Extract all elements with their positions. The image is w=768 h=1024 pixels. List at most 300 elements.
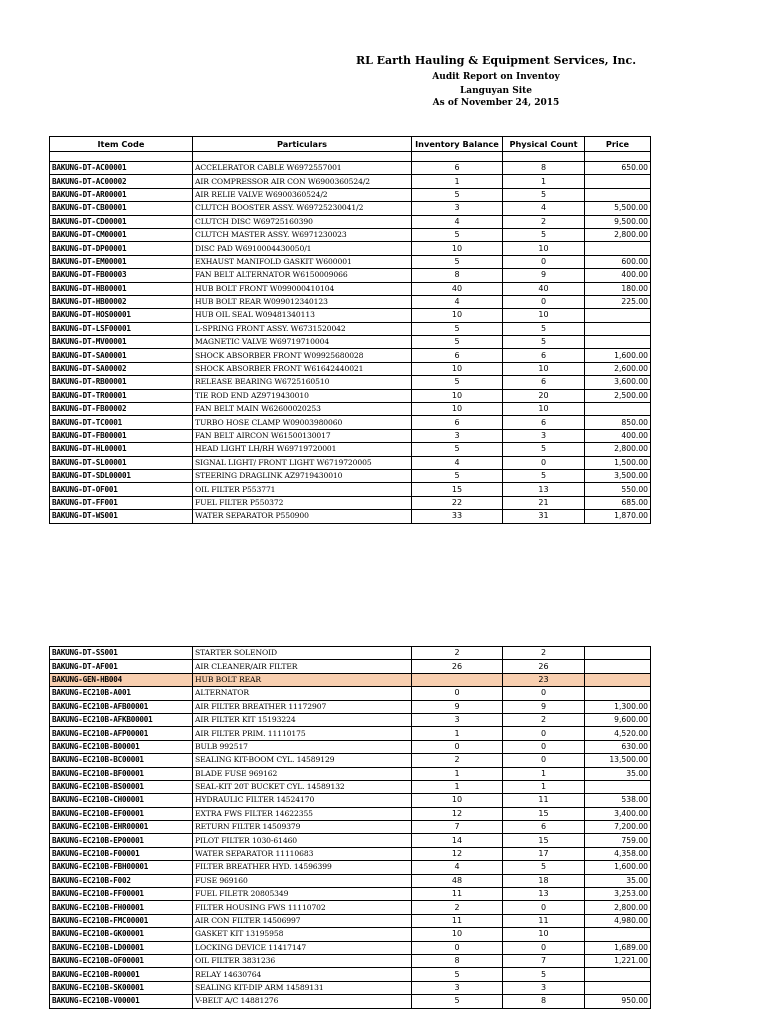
inventory-balance-cell: 9 bbox=[412, 700, 503, 713]
item-code-cell: BAKUNG-DT-FB00002 bbox=[50, 403, 193, 416]
particulars-cell: MAGNETIC VALVE W69719710004 bbox=[193, 336, 412, 349]
table-row bbox=[50, 861, 651, 874]
col-item-code: Item Code bbox=[50, 137, 193, 152]
table-row bbox=[50, 175, 651, 188]
item-code-cell: BAKUNG-EC210B-R00001 bbox=[50, 968, 193, 981]
price-cell: 3,253.00 bbox=[585, 888, 651, 901]
particulars-cell: FUEL FILETR 20805349 bbox=[193, 888, 412, 901]
inventory-balance-cell: 48 bbox=[412, 874, 503, 887]
inventory-balance-cell: 2 bbox=[412, 754, 503, 767]
physical-count-cell: 17 bbox=[503, 847, 585, 860]
inventory-balance-cell: 4 bbox=[412, 295, 503, 308]
table-row bbox=[50, 483, 651, 496]
physical-count-cell: 23 bbox=[503, 673, 585, 686]
particulars-cell: FAN BELT AIRCON W61500130017 bbox=[193, 429, 412, 442]
particulars-cell: HUB BOLT REAR W099012340123 bbox=[193, 295, 412, 308]
inventory-table-1 bbox=[49, 136, 651, 524]
table-row bbox=[50, 821, 651, 834]
table-row bbox=[50, 242, 651, 255]
price-cell: 3,500.00 bbox=[585, 469, 651, 482]
item-code-cell: BAKUNG-DT-TC0001 bbox=[50, 416, 193, 429]
physical-count-cell: 5 bbox=[503, 443, 585, 456]
particulars-cell: L-SPRING FRONT ASSY. W6731520042 bbox=[193, 322, 412, 335]
particulars-cell: ACCELERATOR CABLE W6972557001 bbox=[193, 162, 412, 175]
inventory-balance-cell: 15 bbox=[412, 483, 503, 496]
physical-count-cell: 10 bbox=[503, 242, 585, 255]
inventory-balance-cell: 0 bbox=[412, 687, 503, 700]
inventory-table-2 bbox=[49, 646, 651, 1009]
physical-count-cell: 8 bbox=[503, 995, 585, 1008]
particulars-cell: TIE ROD END AZ9719430010 bbox=[193, 389, 412, 402]
table-row bbox=[50, 510, 651, 523]
particulars-cell: BULB 992517 bbox=[193, 740, 412, 753]
item-code-cell: BAKUNG-DT-EM00001 bbox=[50, 255, 193, 268]
inventory-balance-cell: 1 bbox=[412, 767, 503, 780]
item-code-cell: BAKUNG-EC210B-OF00001 bbox=[50, 954, 193, 967]
item-code-cell: BAKUNG-EC210B-BS00001 bbox=[50, 780, 193, 793]
physical-count-cell: 40 bbox=[503, 282, 585, 295]
physical-count-cell: 5 bbox=[503, 968, 585, 981]
inventory-balance-cell: 10 bbox=[412, 389, 503, 402]
price-cell: 538.00 bbox=[585, 794, 651, 807]
table-row bbox=[50, 740, 651, 753]
inventory-balance-cell: 8 bbox=[412, 954, 503, 967]
item-code-cell: BAKUNG-DT-SL00001 bbox=[50, 456, 193, 469]
price-cell: 35.00 bbox=[585, 874, 651, 887]
physical-count-cell: 6 bbox=[503, 821, 585, 834]
physical-count-cell: 5 bbox=[503, 861, 585, 874]
report-site: Languyan Site bbox=[459, 86, 533, 96]
price-cell: 400.00 bbox=[585, 269, 651, 282]
inventory-balance-cell: 33 bbox=[412, 510, 503, 523]
table-header-row bbox=[50, 137, 651, 152]
price-cell bbox=[585, 780, 651, 793]
inventory-balance-cell: 10 bbox=[412, 242, 503, 255]
price-cell: 685.00 bbox=[585, 496, 651, 509]
empty-cell bbox=[193, 152, 412, 162]
particulars-cell: STARTER SOLENOID bbox=[193, 647, 412, 660]
col-price: Price bbox=[585, 137, 651, 152]
particulars-cell: FAN BELT MAIN W62600020253 bbox=[193, 403, 412, 416]
price-cell: 5,500.00 bbox=[585, 202, 651, 215]
table-row bbox=[50, 416, 651, 429]
particulars-cell: WATER SEPARATOR 11110683 bbox=[193, 847, 412, 860]
inventory-balance-cell: 2 bbox=[412, 647, 503, 660]
physical-count-cell: 5 bbox=[503, 228, 585, 241]
inventory-balance-cell: 10 bbox=[412, 362, 503, 375]
inventory-balance-cell: 14 bbox=[412, 834, 503, 847]
price-cell: 2,600.00 bbox=[585, 362, 651, 375]
particulars-cell: CLUTCH MASTER ASSY. W6971230023 bbox=[193, 228, 412, 241]
physical-count-cell: 20 bbox=[503, 389, 585, 402]
table-row bbox=[50, 807, 651, 820]
price-cell bbox=[585, 322, 651, 335]
physical-count-cell: 8 bbox=[503, 162, 585, 175]
item-code-cell: BAKUNG-DT-HB00001 bbox=[50, 282, 193, 295]
table-row bbox=[50, 780, 651, 793]
inventory-balance-cell: 5 bbox=[412, 968, 503, 981]
price-cell: 1,300.00 bbox=[585, 700, 651, 713]
table-row bbox=[50, 202, 651, 215]
particulars-cell: HEAD LIGHT LH/RH W69719720001 bbox=[193, 443, 412, 456]
physical-count-cell: 0 bbox=[503, 295, 585, 308]
particulars-cell: AIR COMPRESSOR AIR CON W6900360524/2 bbox=[193, 175, 412, 188]
particulars-cell: PILOT FILTER 1030-61460 bbox=[193, 834, 412, 847]
item-code-cell: BAKUNG-EC210B-FH00001 bbox=[50, 901, 193, 914]
price-cell: 550.00 bbox=[585, 483, 651, 496]
physical-count-cell: 2 bbox=[503, 713, 585, 726]
physical-count-cell: 1 bbox=[503, 780, 585, 793]
particulars-cell: SEAL-KIT 20T BUCKET CYL. 14589132 bbox=[193, 780, 412, 793]
particulars-cell: AIR FILTER KIT 15193224 bbox=[193, 713, 412, 726]
price-cell: 630.00 bbox=[585, 740, 651, 753]
inventory-balance-cell: 10 bbox=[412, 403, 503, 416]
item-code-cell: BAKUNG-DT-MV00001 bbox=[50, 336, 193, 349]
price-cell bbox=[585, 660, 651, 673]
table-row bbox=[50, 389, 651, 402]
particulars-cell: RELEASE BEARING W6725160510 bbox=[193, 376, 412, 389]
empty-cell bbox=[585, 152, 651, 162]
price-cell: 4,520.00 bbox=[585, 727, 651, 740]
physical-count-cell: 0 bbox=[503, 901, 585, 914]
inventory-balance-cell: 1 bbox=[412, 727, 503, 740]
inventory-balance-cell: 12 bbox=[412, 847, 503, 860]
table-row bbox=[50, 295, 651, 308]
price-cell: 4,358.00 bbox=[585, 847, 651, 860]
physical-count-cell: 26 bbox=[503, 660, 585, 673]
table-row bbox=[50, 954, 651, 967]
table-row bbox=[50, 456, 651, 469]
price-cell: 2,800.00 bbox=[585, 443, 651, 456]
blank-row bbox=[50, 152, 651, 162]
table-row bbox=[50, 496, 651, 509]
table-row bbox=[50, 995, 651, 1008]
empty-cell bbox=[412, 152, 503, 162]
item-code-cell: BAKUNG-DT-SA00002 bbox=[50, 362, 193, 375]
item-code-cell: BAKUNG-DT-RB00001 bbox=[50, 376, 193, 389]
inventory-balance-cell: 10 bbox=[412, 794, 503, 807]
inventory-balance-cell: 1 bbox=[412, 780, 503, 793]
item-code-cell: BAKUNG-EC210B-EHR00001 bbox=[50, 821, 193, 834]
table-row bbox=[50, 349, 651, 362]
item-code-cell: BAKUNG-EC210B-SK00001 bbox=[50, 981, 193, 994]
particulars-cell: EXTRA FWS FILTER 14622355 bbox=[193, 807, 412, 820]
price-cell bbox=[585, 336, 651, 349]
physical-count-cell: 0 bbox=[503, 754, 585, 767]
inventory-balance-cell: 5 bbox=[412, 336, 503, 349]
price-cell bbox=[585, 647, 651, 660]
inventory-balance-cell: 4 bbox=[412, 861, 503, 874]
item-code-cell: BAKUNG-DT-CM00001 bbox=[50, 228, 193, 241]
table-row bbox=[50, 687, 651, 700]
price-cell: 1,600.00 bbox=[585, 861, 651, 874]
item-code-cell: BAKUNG-DT-DP00001 bbox=[50, 242, 193, 255]
inventory-balance-cell: 1 bbox=[412, 175, 503, 188]
physical-count-cell: 4 bbox=[503, 202, 585, 215]
item-code-cell: BAKUNG-DT-SS001 bbox=[50, 647, 193, 660]
particulars-cell: ALTERNATOR bbox=[193, 687, 412, 700]
table-row bbox=[50, 282, 651, 295]
physical-count-cell: 6 bbox=[503, 349, 585, 362]
inventory-balance-cell: 2 bbox=[412, 901, 503, 914]
physical-count-cell: 0 bbox=[503, 727, 585, 740]
table-row bbox=[50, 215, 651, 228]
table-row bbox=[50, 727, 651, 740]
item-code-cell: BAKUNG-DT-LSF00001 bbox=[50, 322, 193, 335]
physical-count-cell: 15 bbox=[503, 807, 585, 820]
price-cell: 2,800.00 bbox=[585, 901, 651, 914]
physical-count-cell: 21 bbox=[503, 496, 585, 509]
table-row bbox=[50, 941, 651, 954]
physical-count-cell: 2 bbox=[503, 647, 585, 660]
item-code-cell: BAKUNG-EC210B-BF00001 bbox=[50, 767, 193, 780]
particulars-cell: HUB BOLT FRONT W099000410104 bbox=[193, 282, 412, 295]
physical-count-cell: 6 bbox=[503, 376, 585, 389]
particulars-cell: SEALING KIT-BOOM CYL. 14589129 bbox=[193, 754, 412, 767]
table-row bbox=[50, 309, 651, 322]
table-row bbox=[50, 847, 651, 860]
price-cell bbox=[585, 309, 651, 322]
item-code-cell: BAKUNG-DT-HOS00001 bbox=[50, 309, 193, 322]
particulars-cell: FILTER BREATHER HYD. 14596399 bbox=[193, 861, 412, 874]
item-code-cell: BAKUNG-EC210B-CH00001 bbox=[50, 794, 193, 807]
price-cell bbox=[585, 687, 651, 700]
inventory-balance-cell: 10 bbox=[412, 309, 503, 322]
item-code-cell: BAKUNG-DT-SDL00001 bbox=[50, 469, 193, 482]
inventory-balance-cell: 5 bbox=[412, 443, 503, 456]
table-row bbox=[50, 647, 651, 660]
table-row bbox=[50, 443, 651, 456]
inventory-balance-cell: 6 bbox=[412, 416, 503, 429]
table-row bbox=[50, 888, 651, 901]
company-name: RL Earth Hauling & Equipment Services, Inc. bbox=[355, 54, 637, 67]
table-row bbox=[50, 255, 651, 268]
particulars-cell: FUSE 969160 bbox=[193, 874, 412, 887]
physical-count-cell: 18 bbox=[503, 874, 585, 887]
price-cell: 1,500.00 bbox=[585, 456, 651, 469]
table-row bbox=[50, 322, 651, 335]
particulars-cell: SIGNAL LIGHT/ FRONT LIGHT W6719720005 bbox=[193, 456, 412, 469]
physical-count-cell: 0 bbox=[503, 941, 585, 954]
price-cell: 759.00 bbox=[585, 834, 651, 847]
particulars-cell: FAN BELT ALTERNATOR W6150009066 bbox=[193, 269, 412, 282]
item-code-cell: BAKUNG-EC210B-F002 bbox=[50, 874, 193, 887]
price-cell: 600.00 bbox=[585, 255, 651, 268]
particulars-cell: DISC PAD W6910004430050/1 bbox=[193, 242, 412, 255]
item-code-cell: BAKUNG-DT-SA00001 bbox=[50, 349, 193, 362]
physical-count-cell: 13 bbox=[503, 888, 585, 901]
physical-count-cell: 13 bbox=[503, 483, 585, 496]
item-code-cell: BAKUNG-GEN-HB004 bbox=[50, 673, 193, 686]
particulars-cell: HUB OIL SEAL W09481340113 bbox=[193, 309, 412, 322]
table-row bbox=[50, 914, 651, 927]
particulars-cell: SHOCK ABSORBER FRONT W61642440021 bbox=[193, 362, 412, 375]
particulars-cell: FUEL FILTER P550372 bbox=[193, 496, 412, 509]
physical-count-cell: 9 bbox=[503, 269, 585, 282]
price-cell: 1,870.00 bbox=[585, 510, 651, 523]
item-code-cell: BAKUNG-EC210B-F00001 bbox=[50, 847, 193, 860]
physical-count-cell: 0 bbox=[503, 456, 585, 469]
physical-count-cell: 10 bbox=[503, 362, 585, 375]
inventory-balance-cell: 22 bbox=[412, 496, 503, 509]
particulars-cell: SEALING KIT-DIP ARM 14589131 bbox=[193, 981, 412, 994]
table-row bbox=[50, 336, 651, 349]
price-cell: 400.00 bbox=[585, 429, 651, 442]
price-cell: 180.00 bbox=[585, 282, 651, 295]
particulars-cell: RELAY 14630764 bbox=[193, 968, 412, 981]
inventory-balance-cell: 5 bbox=[412, 995, 503, 1008]
physical-count-cell: 7 bbox=[503, 954, 585, 967]
inventory-balance-cell: 4 bbox=[412, 215, 503, 228]
inventory-balance-cell: 26 bbox=[412, 660, 503, 673]
item-code-cell: BAKUNG-DT-FF001 bbox=[50, 496, 193, 509]
particulars-cell: HYDRAULIC FILTER 14524170 bbox=[193, 794, 412, 807]
table-row bbox=[50, 673, 651, 686]
table-row bbox=[50, 362, 651, 375]
item-code-cell: BAKUNG-EC210B-LD00001 bbox=[50, 941, 193, 954]
particulars-cell: EXHAUST MANIFOLD GASKIT W600001 bbox=[193, 255, 412, 268]
col-particulars: Particulars bbox=[193, 137, 412, 152]
item-code-cell: BAKUNG-DT-CB00001 bbox=[50, 202, 193, 215]
particulars-cell: AIR CON FILTER 14506997 bbox=[193, 914, 412, 927]
inventory-balance-cell: 3 bbox=[412, 981, 503, 994]
particulars-cell: STEERING DRAGLINK AZ9719430010 bbox=[193, 469, 412, 482]
item-code-cell: BAKUNG-EC210B-EP00001 bbox=[50, 834, 193, 847]
item-code-cell: BAKUNG-EC210B-FBH00001 bbox=[50, 861, 193, 874]
table-row bbox=[50, 901, 651, 914]
item-code-cell: BAKUNG-DT-AR00001 bbox=[50, 188, 193, 201]
particulars-cell: AIR CLEANER/AIR FILTER bbox=[193, 660, 412, 673]
inventory-balance-cell: 3 bbox=[412, 713, 503, 726]
item-code-cell: BAKUNG-EC210B-AFP00001 bbox=[50, 727, 193, 740]
physical-count-cell: 0 bbox=[503, 740, 585, 753]
particulars-cell: FILTER HOUSING FWS 11110702 bbox=[193, 901, 412, 914]
col-inventory-balance: Inventory Balance bbox=[412, 137, 503, 152]
physical-count-cell: 5 bbox=[503, 188, 585, 201]
physical-count-cell: 10 bbox=[503, 928, 585, 941]
physical-count-cell: 5 bbox=[503, 469, 585, 482]
item-code-cell: BAKUNG-EC210B-B00001 bbox=[50, 740, 193, 753]
price-cell bbox=[585, 928, 651, 941]
price-cell: 950.00 bbox=[585, 995, 651, 1008]
physical-count-cell: 15 bbox=[503, 834, 585, 847]
item-code-cell: BAKUNG-DT-HL00001 bbox=[50, 443, 193, 456]
price-cell bbox=[585, 981, 651, 994]
price-cell: 9,500.00 bbox=[585, 215, 651, 228]
table-row bbox=[50, 228, 651, 241]
price-cell: 35.00 bbox=[585, 767, 651, 780]
price-cell: 1,600.00 bbox=[585, 349, 651, 362]
inventory-balance-cell: 5 bbox=[412, 376, 503, 389]
item-code-cell: BAKUNG-DT-WS001 bbox=[50, 510, 193, 523]
price-cell: 7,200.00 bbox=[585, 821, 651, 834]
item-code-cell: BAKUNG-EC210B-AFKB00001 bbox=[50, 713, 193, 726]
price-cell: 9,600.00 bbox=[585, 713, 651, 726]
table-row bbox=[50, 928, 651, 941]
item-code-cell: BAKUNG-EC210B-EF00001 bbox=[50, 807, 193, 820]
item-code-cell: BAKUNG-DT-AC00001 bbox=[50, 162, 193, 175]
table-row bbox=[50, 713, 651, 726]
table-row bbox=[50, 269, 651, 282]
physical-count-cell: 3 bbox=[503, 981, 585, 994]
inventory-balance-cell: 5 bbox=[412, 228, 503, 241]
particulars-cell: BLADE FUSE 969162 bbox=[193, 767, 412, 780]
table-row bbox=[50, 767, 651, 780]
inventory-balance-cell: 12 bbox=[412, 807, 503, 820]
item-code-cell: BAKUNG-EC210B-FMC00001 bbox=[50, 914, 193, 927]
physical-count-cell: 1 bbox=[503, 767, 585, 780]
table-row bbox=[50, 162, 651, 175]
price-cell bbox=[585, 242, 651, 255]
inventory-balance-cell: 5 bbox=[412, 255, 503, 268]
table-row bbox=[50, 981, 651, 994]
item-code-cell: BAKUNG-EC210B-GK00001 bbox=[50, 928, 193, 941]
inventory-balance-cell: 5 bbox=[412, 469, 503, 482]
price-cell: 225.00 bbox=[585, 295, 651, 308]
item-code-cell: BAKUNG-DT-AF001 bbox=[50, 660, 193, 673]
physical-count-cell: 3 bbox=[503, 429, 585, 442]
price-cell: 1,689.00 bbox=[585, 941, 651, 954]
inventory-balance-cell: 0 bbox=[412, 740, 503, 753]
item-code-cell: BAKUNG-DT-FB00001 bbox=[50, 429, 193, 442]
price-cell bbox=[585, 175, 651, 188]
particulars-cell: GASKET KIT 13195958 bbox=[193, 928, 412, 941]
item-code-cell: BAKUNG-DT-CD00001 bbox=[50, 215, 193, 228]
table-row bbox=[50, 469, 651, 482]
inventory-balance-cell: 5 bbox=[412, 322, 503, 335]
item-code-cell: BAKUNG-EC210B-AFB00001 bbox=[50, 700, 193, 713]
inventory-balance-cell: 0 bbox=[412, 941, 503, 954]
particulars-cell: LOCKING DEVICE 11417147 bbox=[193, 941, 412, 954]
particulars-cell: AIR RELIE VALVE W6900360524/2 bbox=[193, 188, 412, 201]
item-code-cell: BAKUNG-EC210B-FF00001 bbox=[50, 888, 193, 901]
physical-count-cell: 0 bbox=[503, 255, 585, 268]
table-row bbox=[50, 874, 651, 887]
table-row bbox=[50, 834, 651, 847]
inventory-balance-cell bbox=[412, 673, 503, 686]
price-cell bbox=[585, 188, 651, 201]
item-code-cell: BAKUNG-DT-HB00002 bbox=[50, 295, 193, 308]
particulars-cell: V-BELT A/C 14881276 bbox=[193, 995, 412, 1008]
particulars-cell: OIL FILTER 3831236 bbox=[193, 954, 412, 967]
price-cell: 2,500.00 bbox=[585, 389, 651, 402]
inventory-balance-cell: 11 bbox=[412, 888, 503, 901]
particulars-cell: RETURN FILTER 14509379 bbox=[193, 821, 412, 834]
particulars-cell: AIR FILTER BREATHER 11172907 bbox=[193, 700, 412, 713]
price-cell: 3,400.00 bbox=[585, 807, 651, 820]
empty-cell bbox=[503, 152, 585, 162]
particulars-cell: OIL FILTER P553771 bbox=[193, 483, 412, 496]
inventory-balance-cell: 4 bbox=[412, 456, 503, 469]
price-cell: 650.00 bbox=[585, 162, 651, 175]
table-row bbox=[50, 700, 651, 713]
physical-count-cell: 31 bbox=[503, 510, 585, 523]
particulars-cell: SHOCK ABSORBER FRONT W09925680028 bbox=[193, 349, 412, 362]
physical-count-cell: 10 bbox=[503, 403, 585, 416]
table-row bbox=[50, 403, 651, 416]
price-cell bbox=[585, 968, 651, 981]
physical-count-cell: 2 bbox=[503, 215, 585, 228]
physical-count-cell: 0 bbox=[503, 687, 585, 700]
inventory-balance-cell: 3 bbox=[412, 202, 503, 215]
particulars-cell: CLUTCH BOOSTER ASSY. W69725230041/2 bbox=[193, 202, 412, 215]
inventory-balance-cell: 5 bbox=[412, 188, 503, 201]
item-code-cell: BAKUNG-DT-AC00002 bbox=[50, 175, 193, 188]
particulars-cell: CLUTCH DISC W69725160390 bbox=[193, 215, 412, 228]
price-cell: 13,500.00 bbox=[585, 754, 651, 767]
price-cell: 850.00 bbox=[585, 416, 651, 429]
physical-count-cell: 11 bbox=[503, 914, 585, 927]
